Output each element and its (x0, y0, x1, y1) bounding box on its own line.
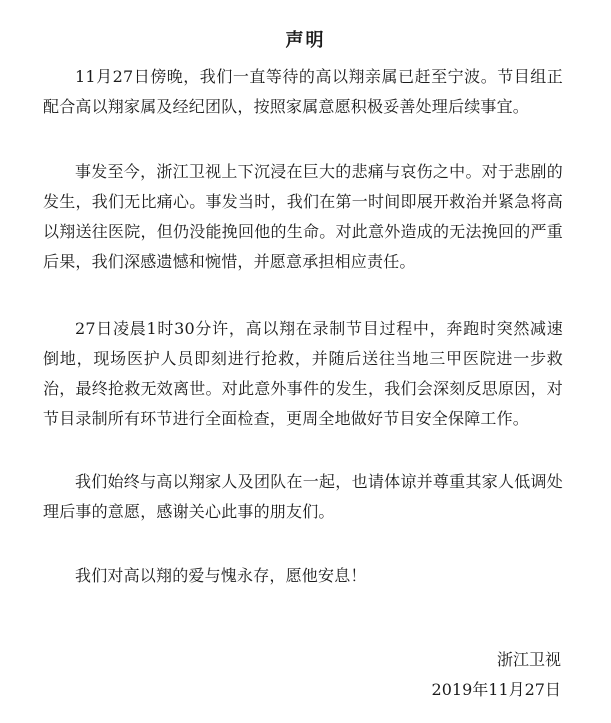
paragraph-3: 27日凌晨1时30分许，高以翔在录制节目过程中，奔跑时突然减速倒地，现场医护人员即刻进行抢救，并随后送往当地三甲医院进一步救治，最终抢救无效离世。对此意外事件的发生，我们会深刻反思原因，对节目录制所有环节进行全面检查，更周全地做好节目安全保障工作。 (43, 319, 563, 428)
signature-date: 2019年11月27日 (431, 680, 561, 699)
document-title: 声明 (285, 30, 326, 51)
paragraph-5: 我们对高以翔的爱与愧永存，愿他安息！ (75, 566, 367, 585)
paragraph-1: 11月27日傍晚，我们一直等待的高以翔亲属已赶至宁波。节目组正配合高以翔家属及经纪团队，按照家属意愿积极妥善处理后续事宜。 (43, 67, 563, 116)
signature-organization: 浙江卫视 (496, 650, 561, 669)
paragraph-2: 事发至今，浙江卫视上下沉浸在巨大的悲痛与哀伤之中。对于悲剧的发生，我们无比痛心。事发当时，我们在第一时间即展开救治并紧急将高以翔送往医院，但仍没能挽回他的生命。对此意外造成的无法挽回的严重后果，我们深感遗憾和惋惜，并愿意承担相应责任。 (43, 162, 563, 271)
signature-block (432, 645, 561, 705)
paragraph-4: 我们始终与高以翔家人及团队在一起，也请体谅并尊重其家人低调处理后事的意愿，感谢关心此事的朋友们。 (43, 472, 563, 521)
